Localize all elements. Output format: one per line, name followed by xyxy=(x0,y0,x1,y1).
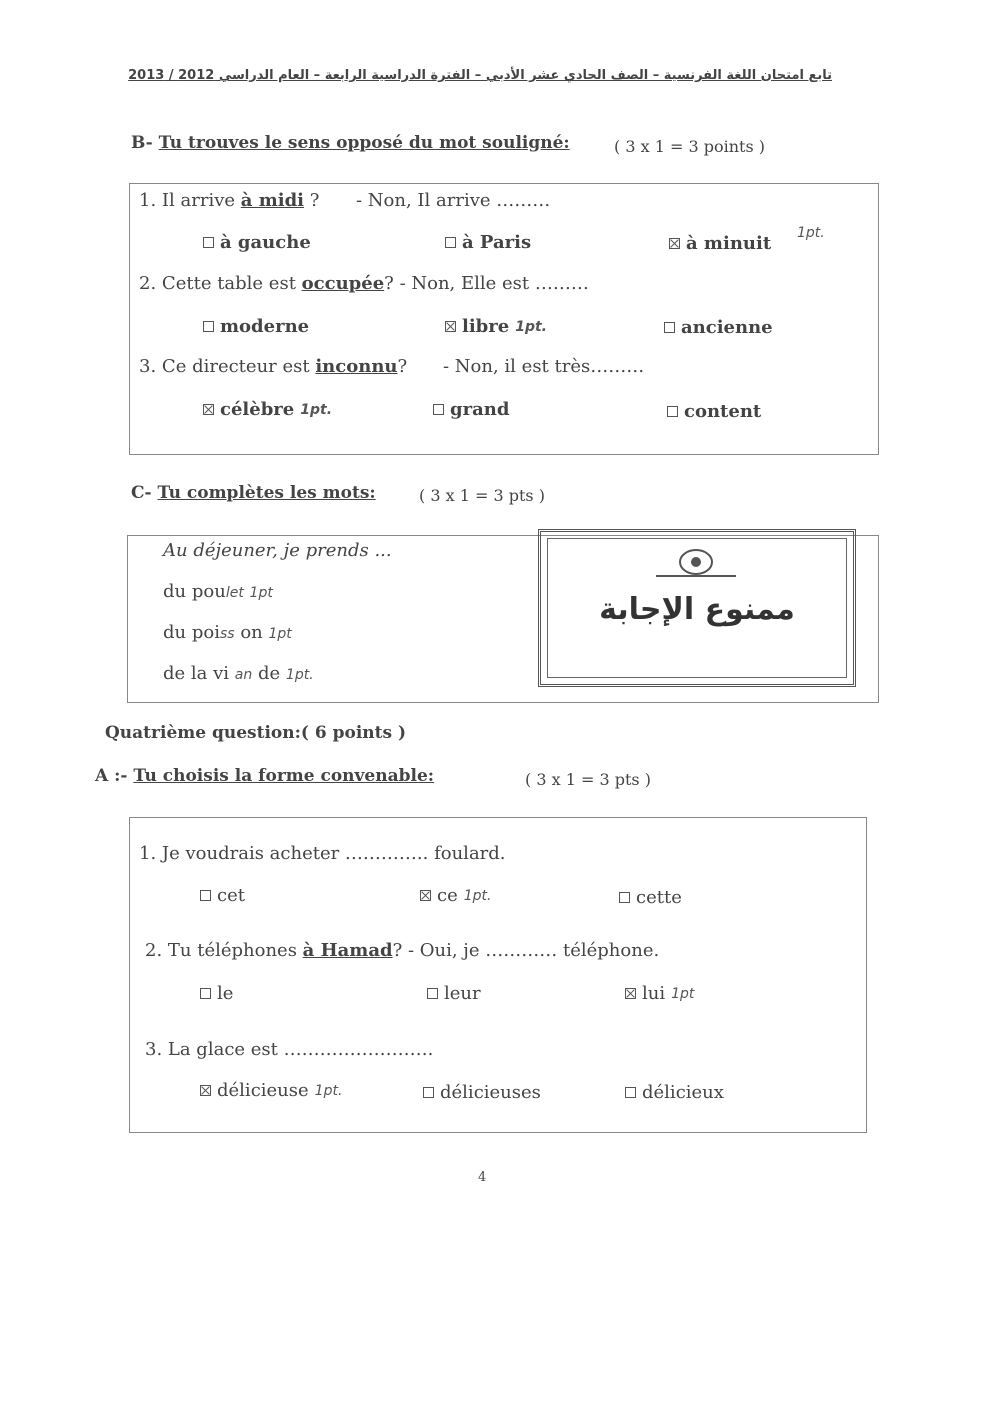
b-q1-answer: - Non, Il arrive ……… xyxy=(356,190,551,211)
b-q3-underlined: inconnu xyxy=(315,356,398,377)
b-question-2: 2. Cette table est occupée? - Non, Elle est ……… xyxy=(139,273,589,294)
section-a-title: A :- Tu choisis la forme convenable: xyxy=(95,766,435,786)
c-line-3-filled[interactable]: an xyxy=(234,667,253,683)
checkbox-icon[interactable] xyxy=(619,892,630,903)
a-question-3: 3. La glace est ……………………. xyxy=(145,1039,434,1060)
no-answer-stamp xyxy=(538,529,856,687)
section-c-line-3: de la vi an de 1pt. xyxy=(163,663,314,684)
b-q3-option-3[interactable]: content xyxy=(667,401,761,422)
section-b-heading: Tu trouves le sens opposé du mot souligné: xyxy=(158,133,570,153)
section-a-heading: Tu choisis la forme convenable: xyxy=(133,766,435,786)
checkbox-icon[interactable] xyxy=(445,237,456,248)
checked-checkbox-icon[interactable] xyxy=(203,404,214,415)
c-line-2-mark: 1pt xyxy=(268,626,292,642)
checkbox-icon[interactable] xyxy=(203,321,214,332)
b-q1-option-2[interactable]: à Paris xyxy=(445,232,531,253)
a-q1-option-1[interactable]: cet xyxy=(200,885,245,906)
page-number: 4 xyxy=(478,1170,487,1185)
b-q1-option-1[interactable]: à gauche xyxy=(203,232,311,253)
b-q2-option-3[interactable]: ancienne xyxy=(664,317,773,338)
checkbox-icon[interactable] xyxy=(423,1087,434,1098)
section-c-title: C- Tu complètes les mots: xyxy=(131,483,376,503)
b-q2-option-1[interactable]: moderne xyxy=(203,316,309,337)
b-question-1: 1. Il arrive à midi ? xyxy=(139,190,320,211)
checked-checkbox-icon[interactable] xyxy=(200,1085,211,1096)
checkbox-icon[interactable] xyxy=(433,404,444,415)
a-q2-option-1[interactable]: le xyxy=(200,983,233,1004)
b-question-3: 3. Ce directeur est inconnu? xyxy=(139,356,408,377)
a-q2-option-2[interactable]: leur xyxy=(427,983,481,1004)
b-q2-option-2[interactable]: libre 1pt. xyxy=(445,316,547,337)
checked-checkbox-icon[interactable] xyxy=(669,238,680,249)
checkbox-icon[interactable] xyxy=(427,988,438,999)
a-q3-option-1[interactable]: délicieuse 1pt. xyxy=(200,1080,342,1101)
section-c-line-1: du poulet 1pt xyxy=(163,581,273,602)
section-b-title xyxy=(131,133,570,153)
checkbox-icon[interactable] xyxy=(203,237,214,248)
c-line-3-mark: 1pt. xyxy=(285,667,314,683)
checkbox-icon[interactable] xyxy=(667,406,678,417)
a-q3-option-3[interactable]: délicieux xyxy=(625,1082,724,1103)
a-q1-option-2[interactable]: ce 1pt. xyxy=(420,885,491,906)
a-q2-mark: 1pt xyxy=(671,985,695,1002)
section-c-points: ( 3 x 1 = 3 pts ) xyxy=(419,486,545,505)
section-b-prefix: B- xyxy=(131,133,153,153)
a-question-1: 1. Je voudrais acheter ………….. foulard. xyxy=(139,843,506,864)
a-q2-underlined: à Hamad xyxy=(302,940,393,961)
c-line-1-mark: 1pt xyxy=(249,585,273,601)
checked-checkbox-icon[interactable] xyxy=(420,890,431,901)
c-line-2-filled[interactable]: ss xyxy=(219,626,235,642)
fourth-question-title: Quatrième question:( 6 points ) xyxy=(105,723,407,743)
b-q3-answer: - Non, il est très……… xyxy=(443,356,645,377)
b-q2-mark: 1pt. xyxy=(515,318,547,335)
section-a-points: ( 3 x 1 = 3 pts ) xyxy=(525,770,651,789)
b-q2-answer: - Non, Elle est ……… xyxy=(399,273,589,294)
b-q2-underlined: occupée xyxy=(301,273,385,294)
b-q3-mark: 1pt. xyxy=(300,401,333,418)
checked-checkbox-icon[interactable] xyxy=(625,988,636,999)
a-question-2: 2. Tu téléphones à Hamad? - Oui, je ………… téléphone. xyxy=(145,940,660,961)
stamp-text: ممنوع الإجابة xyxy=(599,592,795,627)
section-b-points: ( 3 x 1 = 3 points ) xyxy=(614,137,765,156)
page-header: تابع امتحان اللغة الفرنسية – الصف الحادي عشر الأدبي – الفترة الدراسية الرابعة – العام الدراسي 2012 / 2013 xyxy=(128,68,832,83)
section-c-heading: Tu complètes les mots: xyxy=(157,483,376,503)
c-line-1-filled[interactable]: let xyxy=(225,585,244,601)
checkbox-icon[interactable] xyxy=(625,1087,636,1098)
checkbox-icon[interactable] xyxy=(200,988,211,999)
checkbox-icon[interactable] xyxy=(664,322,675,333)
a-q1-mark: 1pt. xyxy=(463,887,492,904)
a-q3-mark: 1pt. xyxy=(314,1082,343,1099)
checked-checkbox-icon[interactable] xyxy=(445,321,456,332)
b-q1-option-3[interactable]: à minuit xyxy=(669,233,771,254)
b-q3-option-1[interactable]: célèbre 1pt. xyxy=(203,399,332,420)
a-q1-option-3[interactable]: cette xyxy=(619,887,682,908)
ornament-icon xyxy=(651,544,741,584)
b-q1-mark: 1pt. xyxy=(797,225,825,241)
section-c-line-2: du poiss on 1pt xyxy=(163,622,292,643)
a-q2-option-3[interactable]: lui 1pt xyxy=(625,983,694,1004)
section-c-intro: Au déjeuner, je prends ... xyxy=(163,540,392,561)
a-q3-option-2[interactable]: délicieuses xyxy=(423,1082,541,1103)
b-q1-underlined: à midi xyxy=(240,190,305,211)
b-q3-option-2[interactable]: grand xyxy=(433,399,509,420)
checkbox-icon[interactable] xyxy=(200,890,211,901)
